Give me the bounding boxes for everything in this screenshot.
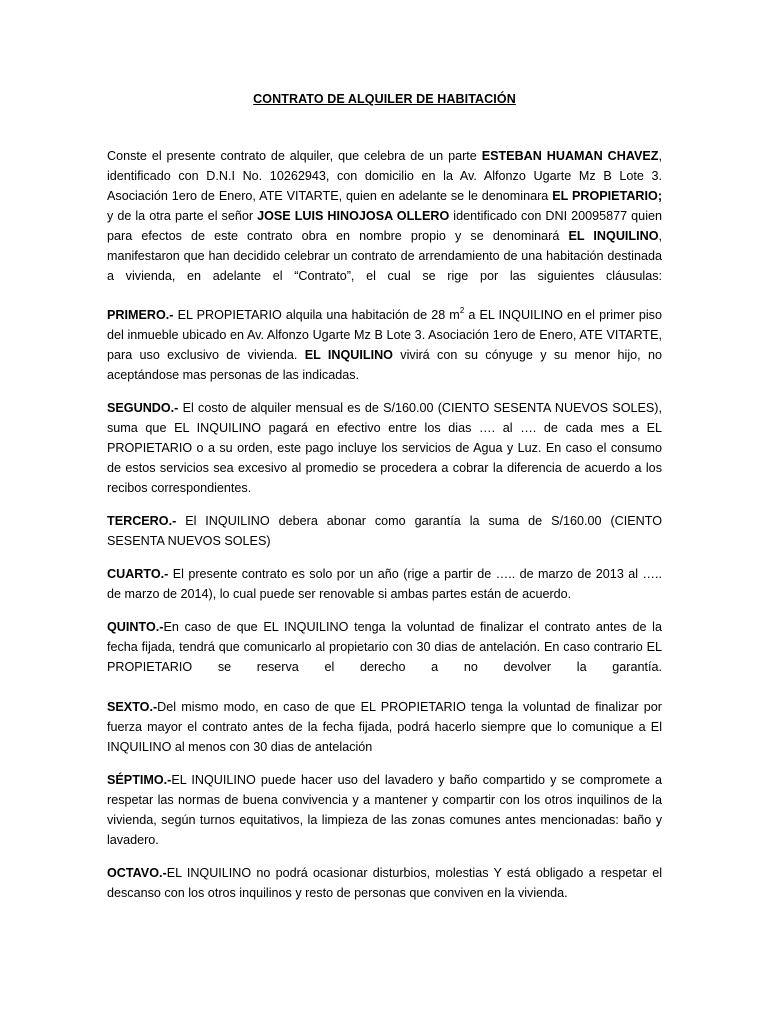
clause-heading: PRIMERO.-: [107, 308, 174, 322]
intro-text-3: y de la otra parte el señor: [107, 209, 258, 223]
clause-heading: QUINTO.-: [107, 620, 164, 634]
landlord-name: ESTEBAN HUAMAN CHAVEZ: [481, 149, 659, 163]
clause-sexto: [107, 697, 662, 757]
clause-text: El INQUILINO debera abonar como garantía la suma de S/160.00 (CIENTO SESENTA NUEVOS SOLES): [107, 514, 662, 548]
intro-text-2: , identificado con D.N.I No. 10262943, con domicilio en la Av. Alfonzo Ugarte Mz B Lote 3. Asociación 1ero de Enero, ATE VITARTE, quien en adelante se le denominara: [107, 149, 662, 203]
intro-text-5: , manifestaron que han decidido celebrar un contrato de arrendamiento de una habitación destinada a vivienda, en adelante el “Contrato”, el cual se rige por las siguientes cláusulas:: [107, 229, 662, 283]
clause-heading: SEGUNDO.-: [107, 401, 179, 415]
contract-page: [107, 92, 662, 916]
superscript: 2: [459, 306, 465, 315]
clause-cuarto: [107, 564, 662, 604]
clause-primero: [107, 305, 662, 385]
clause-heading: CUARTO.-: [107, 567, 169, 581]
clause-quinto: [107, 617, 662, 677]
clause-text: EL PROPIETARIO alquila una habitación de 28 m: [173, 308, 460, 322]
clause-text: Del mismo modo, en caso de que EL PROPIETARIO tenga la voluntad de finalizar por fuerza mayor el contrato antes de la fecha fijada, podrá hacerlo siempre que lo comunique a El INQUILINO al menos con 30 dias de antelación: [107, 700, 662, 754]
clause-octavo: [107, 863, 662, 903]
clause-text: EL INQUILINO puede hacer uso del lavadero y baño compartido y se compromete a respetar las normas de buena convivencia y a mantener y compartir con los otros inquilinos de la vivienda, según turnos equitativos, la limpieza de las zonas comunes antes mencionadas: baño y lavadero.: [107, 773, 662, 847]
clause-text: vivirá con su cónyuge y su menor hijo, no aceptándose mas personas de las indicadas.: [107, 348, 662, 382]
clause-bold-text: EL INQUILINO: [304, 348, 393, 362]
clause-text: a EL INQUILINO en el primer piso del inmueble ubicado en Av. Alfonzo Ugarte Mz B Lote 3. Asociación 1ero de Enero, ATE VITARTE, para uso exclusivo de vivienda.: [107, 308, 662, 362]
intro-paragraph: [107, 146, 662, 286]
clause-segundo: [107, 398, 662, 498]
document-title: CONTRATO DE ALQUILER DE HABITACIÓN: [253, 92, 516, 106]
clause-text: En caso de que EL INQUILINO tenga la voluntad de finalizar el contrato antes de la fecha fijada, tendrá que comunicarlo al propietario con 30 dias de antelación. En caso contrario EL PROPIETARIO se reserva el derecho a no devolver la garantía.: [107, 620, 662, 674]
clause-text: El presente contrato es solo por un año (rige a partir de ….. de marzo de 2013 al ….. de marzo de 2014), lo cual puede ser renovable si ambas partes están de acuerdo.: [107, 567, 662, 601]
tenant-name: JOSE LUIS HINOJOSA OLLERO: [257, 209, 450, 223]
intro-text-1: Conste el presente contrato de alquiler, que celebra de un parte: [107, 149, 482, 163]
clause-heading: SEXTO.-: [107, 700, 158, 714]
clause-text: El costo de alquiler mensual es de S/160.00 (CIENTO SESENTA NUEVOS SOLES), suma que EL INQUILINO pagará en efectivo entre los dias …. al …. de cada mes a EL PROPIETARIO o a su orden, este pago incluye los servicios de Agua y Luz. En caso el consumo de estos servicios sea excesivo al promedio se procedera a cobrar la diferencia de acuerdo a los recibos correspondientes.: [107, 401, 662, 495]
intro-text-4: identificado con DNI 20095877 quien para efectos de este contrato obra en nombre propio y se denominará: [107, 209, 662, 243]
clause-heading: TERCERO.-: [107, 514, 177, 528]
clause-heading: OCTAVO.-: [107, 866, 167, 880]
clause-text: EL INQUILINO no podrá ocasionar disturbios, molestias Y está obligado a respetar el descanso con los otros inquilinos y resto de personas que conviven en la vivienda.: [107, 866, 662, 900]
clause-tercero: [107, 511, 662, 551]
clause-septimo: [107, 770, 662, 850]
tenant-role: EL INQUILINO: [568, 229, 659, 243]
landlord-role: EL PROPIETARIO;: [552, 189, 663, 203]
clause-heading: SÉPTIMO.-: [107, 773, 172, 787]
